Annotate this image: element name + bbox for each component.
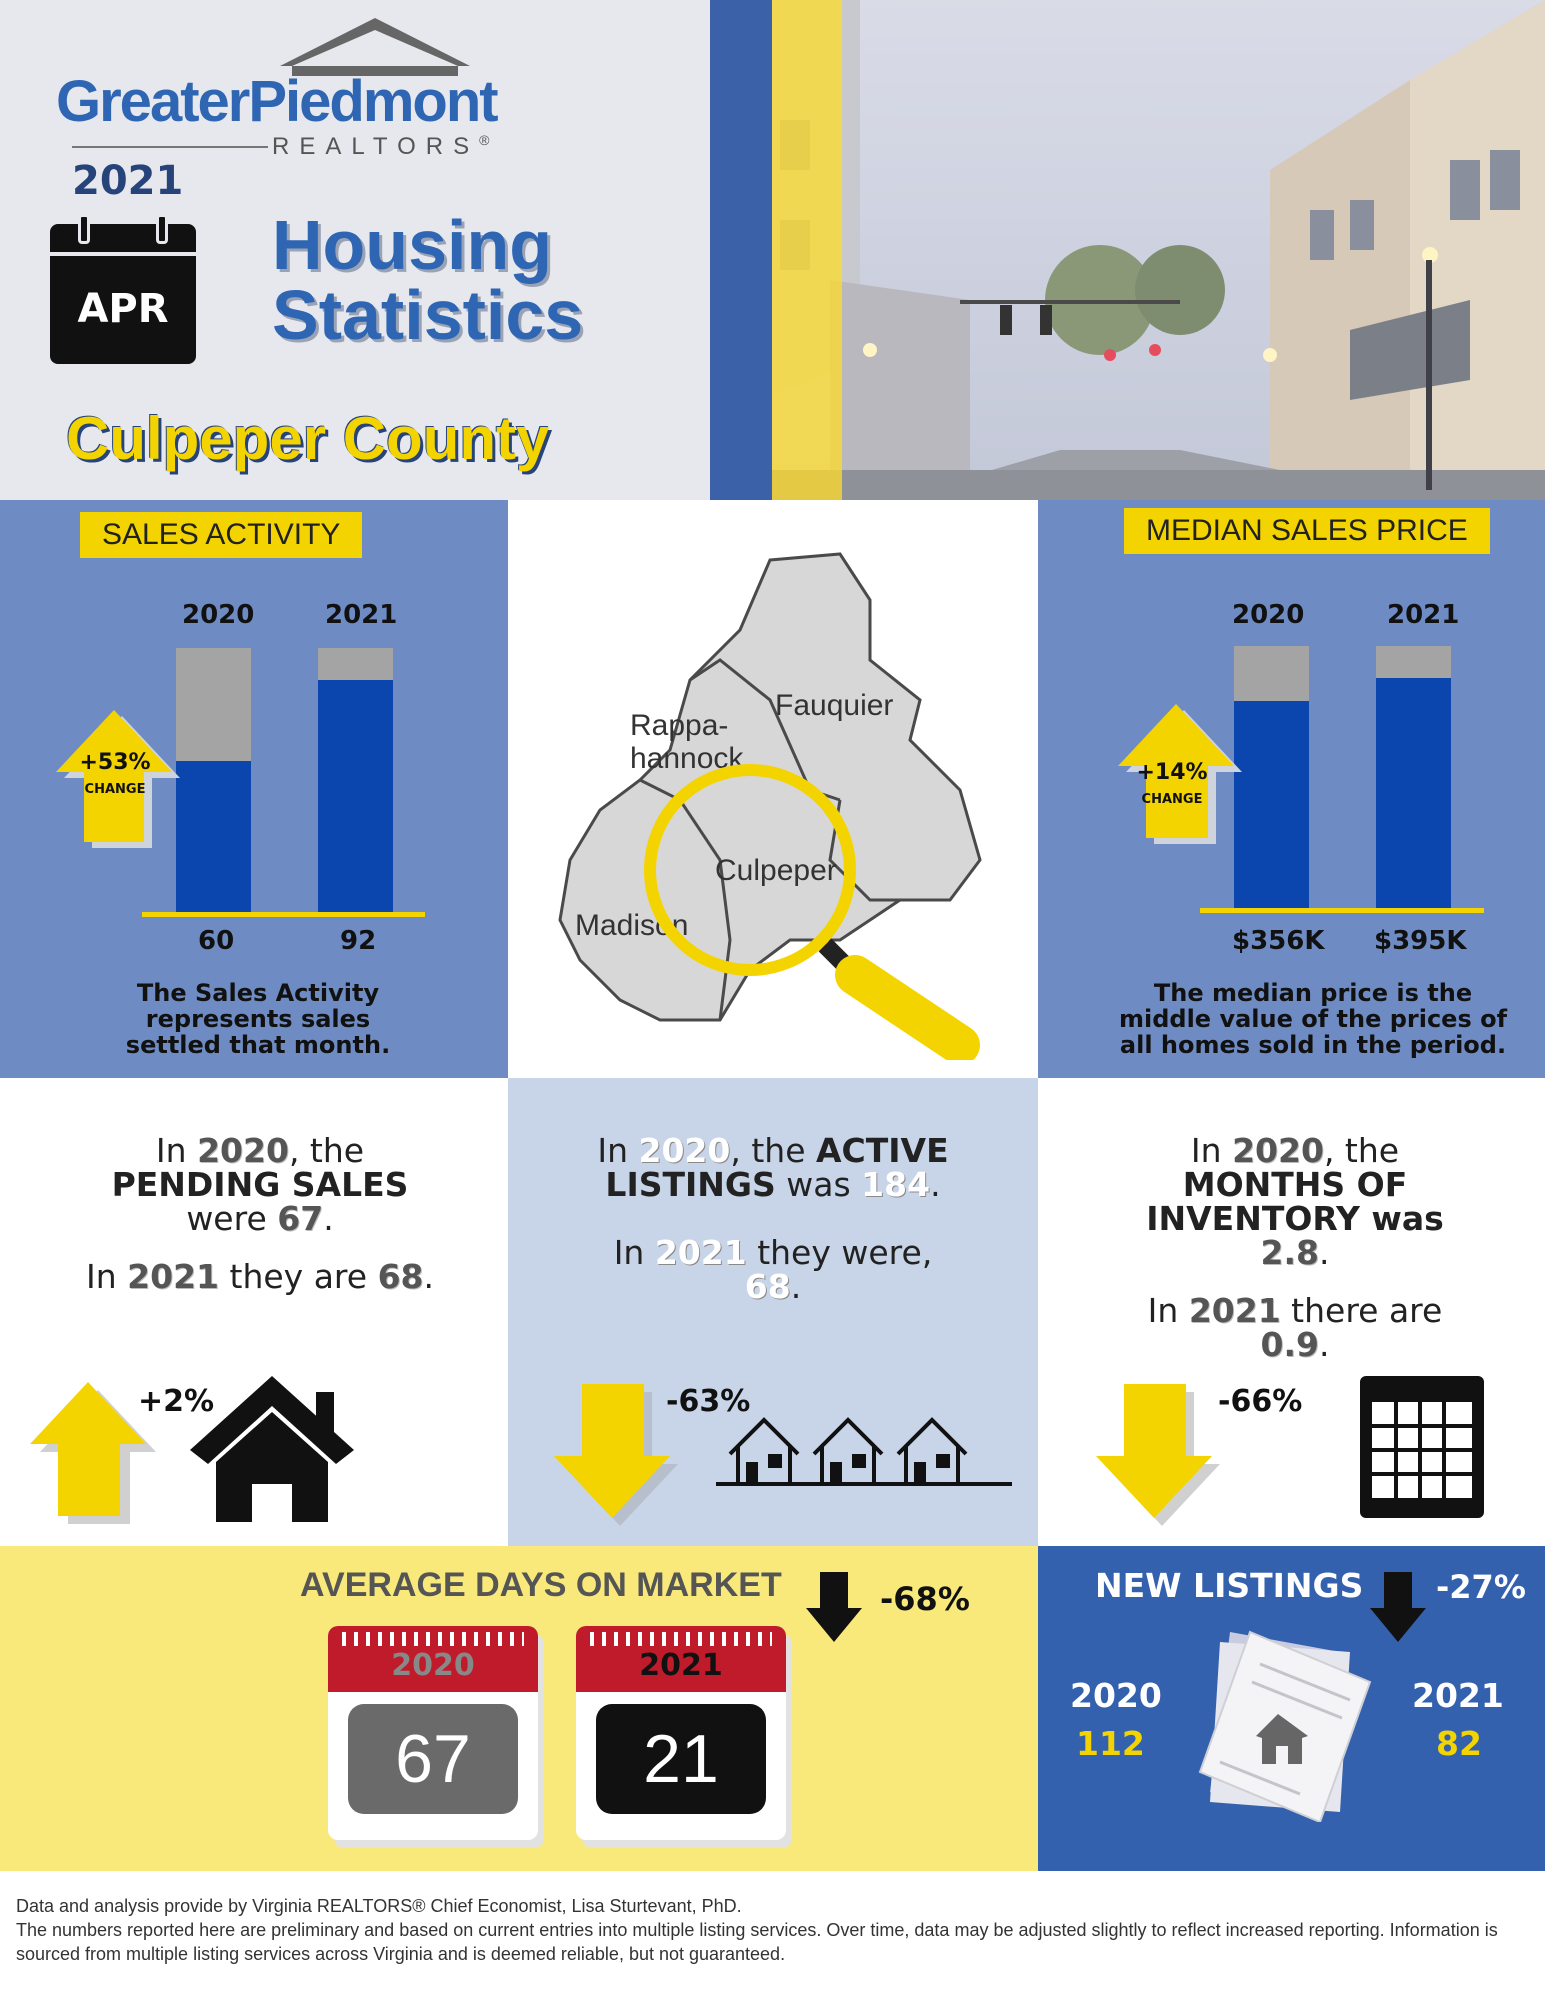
months-inventory-text: In 2020, the MONTHS OF INVENTORY was 2.8. In 2021 there are 0.9. [1146, 1131, 1444, 1364]
header-yellow-stripe [772, 0, 842, 500]
text: they are [229, 1257, 368, 1296]
new-year-2020: 2020 [1070, 1676, 1162, 1715]
pending-change: +2% [138, 1384, 215, 1419]
calendar-ring-icon [156, 214, 168, 244]
price-value-2020: $356K [1232, 926, 1325, 956]
months-inventory-title: INVENTORY was [1146, 1199, 1444, 1238]
price-bar-2021 [1376, 678, 1451, 912]
sales-bar-2021 [318, 680, 393, 914]
year: 2020 [1232, 1131, 1324, 1170]
active-2020-value: 184 [861, 1165, 931, 1204]
region-map [540, 540, 1010, 1060]
sales-activity-note: The Sales Activity represents sales settled that month. [125, 979, 391, 1059]
sales-year-2020: 2020 [182, 600, 255, 630]
inventory-2020-value: 2.8 [1260, 1233, 1319, 1272]
footer-credit: Data and analysis provide by Virginia REALTORS® Chief Economist, Lisa Sturtevant, PhD. [16, 1896, 742, 1916]
header-blue-stripe [710, 0, 772, 500]
text: In [1147, 1291, 1179, 1330]
house-icon [186, 1372, 358, 1524]
price-change-label: CHANGE [1141, 792, 1203, 807]
text: , the [288, 1131, 365, 1170]
sales-baseline [142, 912, 425, 917]
sales-change: +53% [79, 750, 151, 775]
months-inventory-title: MONTHS OF [1182, 1165, 1408, 1204]
year: 2020 [197, 1131, 289, 1170]
pending-sales-text: In 2020, the PENDING SALES were 67. In 2021 they are 68. [86, 1131, 434, 1296]
text: there are [1291, 1291, 1443, 1330]
price-change: +14% [1136, 760, 1208, 785]
calendar-2020 [328, 1626, 538, 1840]
calendar-grid-icon [1356, 1372, 1488, 1522]
logo-name: GreaterPiedmont [56, 69, 497, 134]
inventory-2021-value: 0.9 [1260, 1325, 1319, 1364]
calendar-rings [590, 1632, 772, 1646]
text: In [86, 1257, 117, 1296]
text: were [186, 1199, 267, 1238]
inventory-change: -66% [1218, 1384, 1303, 1419]
text: , the [1323, 1131, 1400, 1170]
calendar-2021 [576, 1626, 786, 1840]
sales-year-2021: 2021 [325, 600, 398, 630]
price-value-2021: $395K [1374, 926, 1467, 956]
new-value-2021: 82 [1436, 1724, 1482, 1763]
pending-sales-title: PENDING SALES [111, 1165, 409, 1204]
text: In [597, 1131, 628, 1170]
year: 2021 [127, 1257, 220, 1296]
active-listings-title: ACTIVE [816, 1131, 949, 1170]
dom-value-2021: 21 [596, 1704, 766, 1814]
up-arrow-icon [52, 708, 192, 850]
days-on-market-title: AVERAGE DAYS ON MARKET [300, 1566, 782, 1604]
logo-subtitle-text: REALTORS [272, 133, 480, 160]
year: 2020 [638, 1131, 731, 1170]
logo-subtitle [272, 132, 489, 161]
price-year-2021: 2021 [1387, 600, 1460, 630]
text: In [613, 1233, 645, 1272]
documents-icon [1190, 1622, 1380, 1822]
map-label-fauquier: Fauquier [775, 689, 894, 722]
pending-2021-value: 68 [377, 1257, 424, 1296]
active-change: -63% [666, 1384, 751, 1419]
dom-value-2020: 67 [348, 1704, 518, 1814]
map-label-culpeper: Culpeper [715, 854, 837, 887]
map-label-rappahannock-1: Rappa- [630, 709, 729, 742]
map-label-madison: Madison [575, 909, 689, 942]
down-arrow-icon [804, 1570, 864, 1644]
report-month: APR [77, 286, 169, 332]
price-baseline [1200, 908, 1484, 913]
logo-divider [72, 146, 268, 148]
footer-disclaimer: The numbers reported here are preliminary and based on current entries into multiple listing services. Over time, data may be adjusted slightly to reflect increased reporting. Information is sourced from multiple listing services across Virginia and is deemed reliable, but not guaranteed. [16, 1920, 1498, 1964]
calendar-ring-icon [78, 214, 90, 244]
county-name: Culpeper County [66, 405, 550, 472]
sales-value-2021: 92 [340, 926, 377, 956]
year: 2021 [1188, 1291, 1281, 1330]
year: 2021 [654, 1233, 747, 1272]
text: , the [730, 1131, 806, 1170]
active-listings-text: In 2020, the ACTIVE LISTINGS was 184. In 2021 they were, 68. [597, 1131, 949, 1306]
calendar-divider [50, 252, 196, 256]
new-year-2021: 2021 [1412, 1676, 1504, 1715]
new-listings-title: NEW LISTINGS [1095, 1566, 1364, 1605]
active-listings-title: LISTINGS [605, 1165, 776, 1204]
down-arrow-icon [1090, 1380, 1230, 1526]
registered-mark: ® [479, 132, 490, 148]
new-listings-change: -27% [1436, 1568, 1526, 1606]
sales-activity-label: SALES ACTIVITY [80, 512, 362, 558]
pending-2020-value: 67 [277, 1199, 324, 1238]
median-price-label: MEDIAN SALES PRICE [1124, 508, 1490, 554]
new-value-2020: 112 [1076, 1724, 1145, 1763]
report-year: 2021 [72, 158, 184, 204]
houses-row-icon [716, 1410, 1012, 1490]
title-line-1: Housing [272, 206, 552, 284]
active-2021-value: 68 [744, 1267, 791, 1306]
text: was [786, 1165, 851, 1204]
sales-value-2020: 60 [198, 926, 235, 956]
footer [16, 1894, 1526, 1966]
days-on-market-change: -68% [880, 1580, 970, 1618]
title-line-2: Statistics [272, 276, 584, 354]
dom-year-2021: 2021 [639, 1648, 723, 1683]
page-title [272, 206, 584, 354]
price-year-2020: 2020 [1232, 600, 1305, 630]
median-price-note: The median price is the middle value of the prices of all homes sold in the period. [1118, 979, 1508, 1059]
text: In [1190, 1131, 1222, 1170]
dom-year-2020: 2020 [391, 1648, 475, 1683]
map-label-rappahannock-2: hannock [630, 742, 744, 775]
sales-change-label: CHANGE [84, 782, 146, 797]
text: In [155, 1131, 187, 1170]
calendar-rings [342, 1632, 524, 1646]
text: they were, [757, 1233, 933, 1272]
calendar-icon [50, 224, 196, 364]
